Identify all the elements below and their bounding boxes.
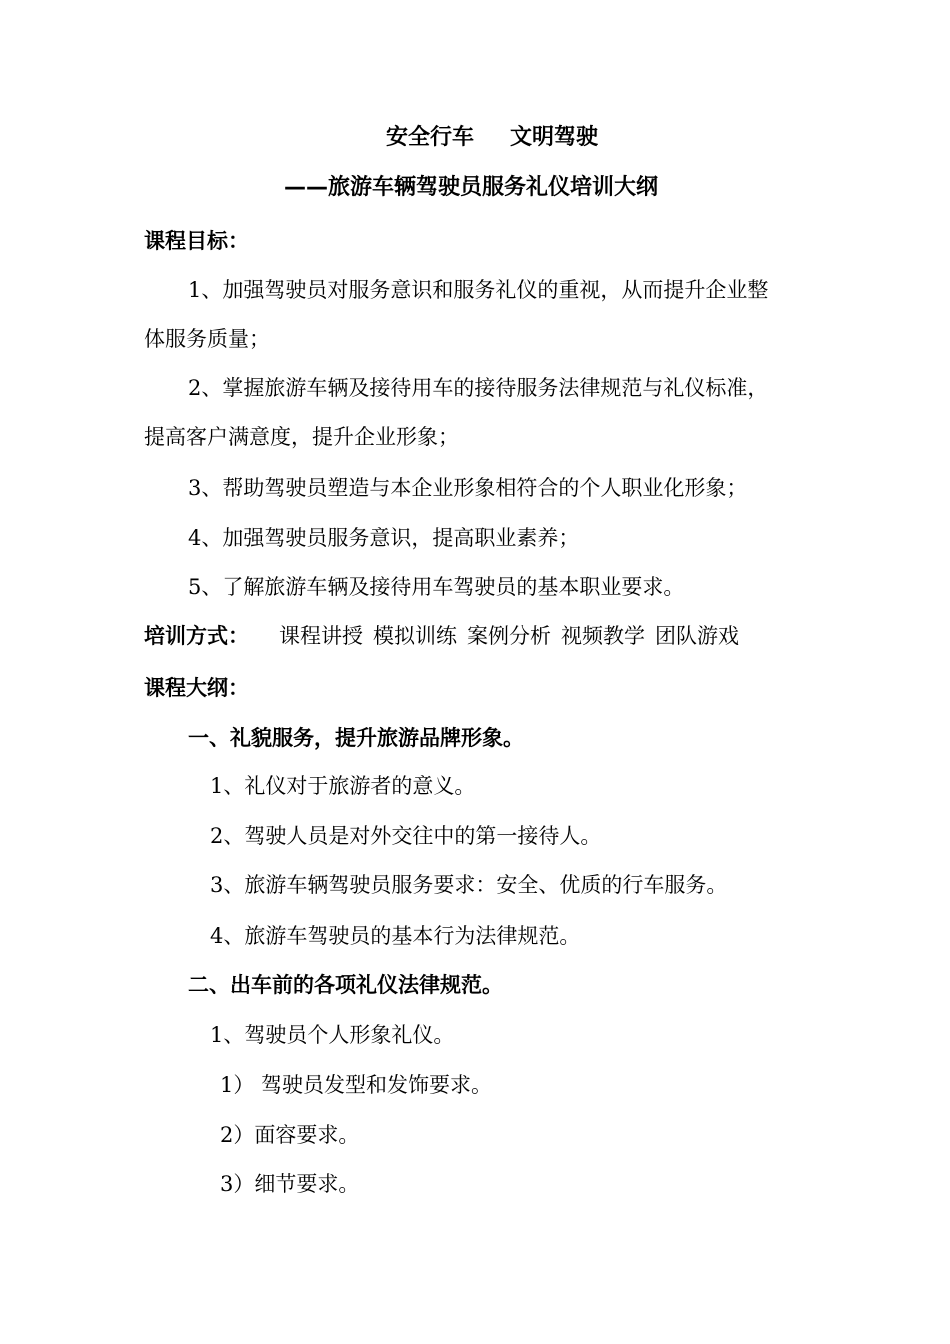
title-part1: 安全行车 — [386, 125, 475, 150]
outline-item: 1、礼仪对于旅游者的意义。 — [210, 774, 476, 798]
method-item: 模拟训练 — [373, 624, 457, 648]
method-item: 课程讲授 — [279, 624, 363, 648]
outline-item: 1、驾驶员个人形象礼仪。 — [210, 1023, 455, 1047]
outline-heading: 课程大纲： — [144, 676, 249, 700]
objective-line: 1、加强驾驶员对服务意识和服务礼仪的重视，从而提升企业整 — [188, 278, 769, 302]
outline-item: 2、驾驶人员是对外交往中的第一接待人。 — [210, 824, 602, 848]
objective-line: 提高客户满意度，提升企业形象； — [144, 425, 459, 449]
outline-subitem: 1） 驾驶员发型和发饰要求。 — [220, 1073, 493, 1097]
section-title: 二、出车前的各项礼仪法律规范。 — [188, 973, 503, 997]
subtitle: ——旅游车辆驾驶员服务礼仪培训大纲 — [284, 175, 659, 200]
objectives-heading: 课程目标： — [144, 229, 249, 253]
methods-heading: 培训方式： — [144, 624, 249, 648]
methods-line — [144, 622, 739, 650]
method-item: 团队游戏 — [655, 624, 739, 648]
outline-subitem: 3）细节要求。 — [220, 1172, 360, 1196]
method-item: 视频教学 — [561, 624, 645, 648]
objective-line: 2、掌握旅游车辆及接待用车的接待服务法律规范与礼仪标准， — [188, 376, 769, 400]
title-part2: 文明驾驶 — [510, 125, 599, 150]
objective-line: 4、加强驾驶员服务意识，提高职业素养； — [188, 526, 580, 550]
method-item: 案例分析 — [467, 624, 551, 648]
objective-line: 3、帮助驾驶员塑造与本企业形象相符合的个人职业化形象； — [188, 476, 748, 500]
objective-line: 5、了解旅游车辆及接待用车驾驶员的基本职业要求。 — [188, 575, 685, 599]
outline-item: 3、旅游车辆驾驶员服务要求：安全、优质的行车服务。 — [210, 873, 728, 897]
outline-item: 4、旅游车驾驶员的基本行为法律规范。 — [210, 924, 581, 948]
outline-subitem: 2）面容要求。 — [220, 1123, 360, 1147]
objective-line: 体服务质量； — [144, 327, 270, 351]
section-title: 一、礼貌服务，提升旅游品牌形象。 — [188, 726, 524, 750]
title-line — [386, 124, 598, 152]
